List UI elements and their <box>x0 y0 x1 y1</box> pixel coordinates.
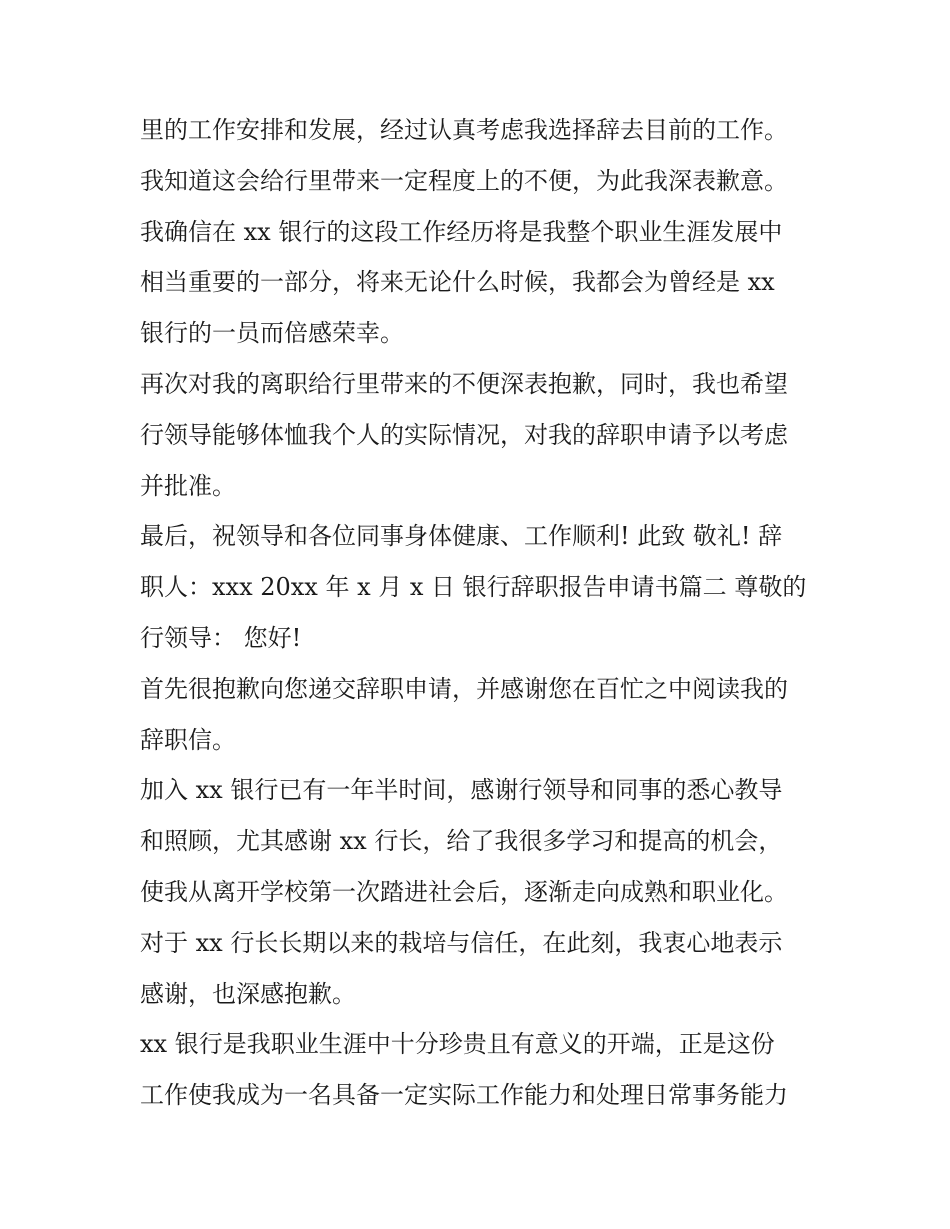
text-line: 和照顾，尤其感谢 xx 行长，给了我很多学习和提高的机会， <box>140 827 783 856</box>
paragraph-6 <box>140 1019 820 1121</box>
paragraph-3 <box>140 511 820 663</box>
text-line: 我确信在 xx 银行的这段工作经历将是我整个职业生涯发展中 <box>140 217 783 246</box>
text-line: 行领导能够体恤我个人的实际情况，对我的辞职申请予以考虑 <box>140 420 788 449</box>
paragraph-2 <box>140 359 820 511</box>
text-line: 辞职信。 <box>140 725 236 754</box>
text-line: 对于 xx 行长长期以来的栽培与信任，在此刻，我衷心地表示 <box>140 928 783 957</box>
text-line: 行领导： 您好! <box>140 623 302 652</box>
text-line: 最后，祝领导和各位同事身体健康、工作顺利! 此致 敬礼! 辞 <box>140 522 783 551</box>
text-line: 里的工作安排和发展，经过认真考虑我选择辞去目前的工作。 <box>140 116 788 144</box>
text-line: 并批准。 <box>140 471 236 500</box>
text-line: 银行的一员而倍感荣幸。 <box>140 319 404 348</box>
paragraph-5 <box>140 765 820 1019</box>
text-line: 加入 xx 银行已有一年半时间，感谢行领导和同事的悉心教导 <box>140 776 783 805</box>
text-line: 再次对我的离职给行里带来的不便深表抱歉，同时，我也希望 <box>140 369 788 398</box>
document-body <box>140 105 820 1121</box>
paragraph-1 <box>140 105 820 359</box>
paragraph-4 <box>140 664 820 766</box>
text-line: 职人：xxx 20xx 年 x 月 x 日 银行辞职报告申请书篇二 尊敬的 <box>140 573 807 602</box>
text-line: xx 银行是我职业生涯中十分珍贵且有意义的开端，正是这份 <box>140 1030 775 1059</box>
text-line: 我知道这会给行里带来一定程度上的不便，为此我深表歉意。 <box>140 166 788 195</box>
text-line: 使我从离开学校第一次踏进社会后，逐渐走向成熟和职业化。 <box>140 877 788 906</box>
text-line: 首先很抱歉向您递交辞职申请，并感谢您在百忙之中阅读我的 <box>140 674 788 703</box>
text-line: 感谢，也深感抱歉。 <box>140 979 356 1008</box>
text-line: 工作使我成为一名具备一定实际工作能力和处理日常事务能力 <box>140 1081 788 1110</box>
text-line: 相当重要的一部分，将来无论什么时候，我都会为曾经是 xx <box>140 268 775 297</box>
